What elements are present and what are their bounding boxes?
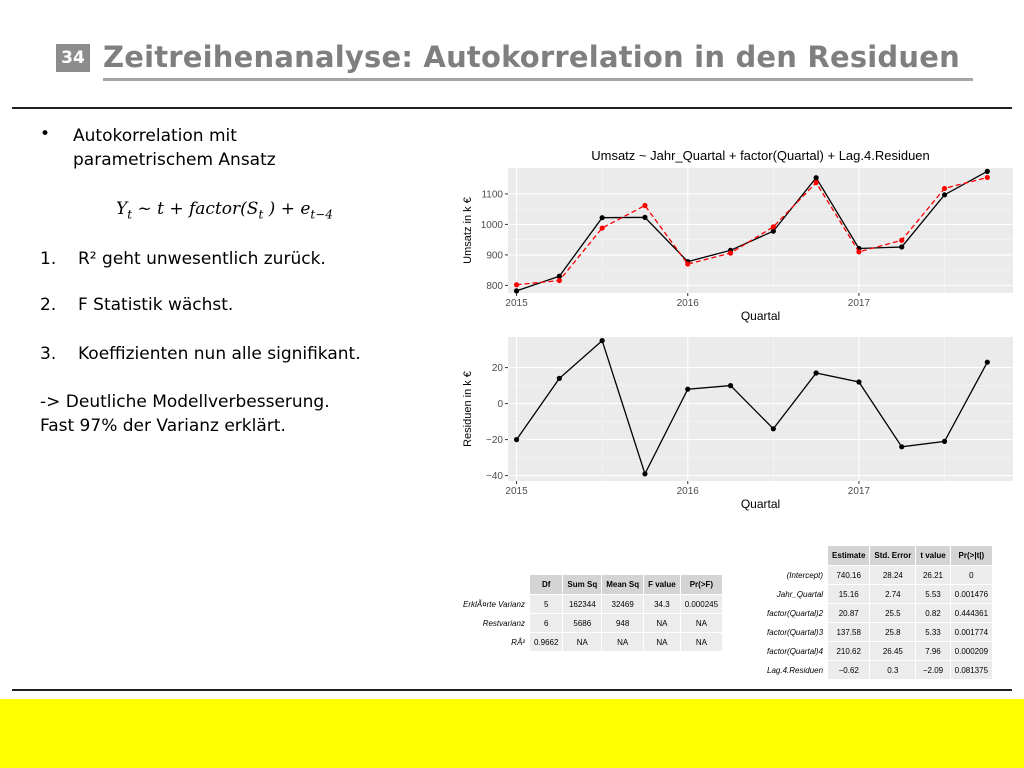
data-point <box>942 192 947 197</box>
tick-label-y: 800 <box>486 280 503 292</box>
table-row <box>763 623 993 642</box>
table-cell: 32469 <box>602 595 644 614</box>
table-cell: 25.5 <box>870 604 916 623</box>
column-header: Sum Sq <box>563 575 602 595</box>
row-label: (Intercept) <box>763 566 828 585</box>
row-label: factor(Quartal)4 <box>763 642 828 661</box>
umsatz-line-chart <box>455 140 1015 330</box>
table-cell: 26.21 <box>916 566 950 585</box>
data-point <box>985 360 990 365</box>
data-point <box>814 180 819 185</box>
table-cell: NA <box>644 633 681 652</box>
table-cell: NA <box>602 633 644 652</box>
footer-band <box>0 699 1024 768</box>
axis-label-y: Umsatz in k € <box>462 197 474 264</box>
column-header: Estimate <box>828 546 870 566</box>
tick-label-x: 2016 <box>676 298 699 309</box>
row-label: Jahr_Quartal <box>763 585 828 604</box>
table-cell: 948 <box>602 614 644 633</box>
table-row <box>763 604 993 623</box>
table-cell: −2.09 <box>916 661 950 680</box>
data-point <box>899 444 904 449</box>
table-cell: 15.16 <box>828 585 870 604</box>
tick-label-x: 2015 <box>505 486 528 497</box>
tick-label-y: 20 <box>491 363 503 375</box>
data-point <box>856 249 861 254</box>
list-item-2-number: 2. <box>40 295 57 315</box>
data-point <box>642 215 647 220</box>
conclusion-line-1: -> Deutliche Modellverbesserung. <box>40 392 330 412</box>
table-row <box>763 585 993 604</box>
table-cell: 0.081375 <box>950 661 992 680</box>
bullet-icon: • <box>40 124 51 144</box>
data-point <box>514 282 519 287</box>
table-cell: 0.9662 <box>529 633 562 652</box>
row-label: factor(Quartal)2 <box>763 604 828 623</box>
data-point <box>985 175 990 180</box>
list-item-1: R² geht unwesentlich zurück. <box>78 249 326 269</box>
table-header-row <box>459 575 723 595</box>
data-point <box>899 244 904 249</box>
axis-label-x: Quartal <box>740 309 781 323</box>
table-cell: 7.96 <box>916 642 950 661</box>
data-point <box>600 215 605 220</box>
data-point <box>728 250 733 255</box>
table-cell: −0.62 <box>828 661 870 680</box>
tick-label-x: 2016 <box>676 486 699 497</box>
table-cell: 2.74 <box>870 585 916 604</box>
column-header: Mean Sq <box>602 575 644 595</box>
table-cell: 0.3 <box>870 661 916 680</box>
table-cell: 5.53 <box>916 585 950 604</box>
list-item-1-number: 1. <box>40 249 57 269</box>
table-cell: 28.24 <box>870 566 916 585</box>
data-point <box>899 238 904 243</box>
slide-number: 34 <box>56 44 90 72</box>
data-point <box>557 278 562 283</box>
data-point <box>771 426 776 431</box>
model-formula: $Y_t$ ~ $t + factor(S_t$ ) + $e_{t-4}$ <box>116 199 333 222</box>
axis-label-x: Quartal <box>740 497 781 511</box>
slide-title: Zeitreihenanalyse: Autokorrelation in den Residuen <box>103 40 960 74</box>
table-header-row <box>763 546 993 566</box>
column-header <box>763 546 828 566</box>
anova-table <box>458 574 723 652</box>
data-point <box>942 439 947 444</box>
tick-label-y: −20 <box>486 435 503 447</box>
tick-label-y: 0 <box>497 399 503 411</box>
table-row <box>459 595 723 614</box>
table-cell: 0 <box>950 566 992 585</box>
table-cell: 740.16 <box>828 566 870 585</box>
data-point <box>685 261 690 266</box>
tick-label-y: 1100 <box>481 189 503 201</box>
plot-panel <box>508 168 1013 293</box>
table-row <box>459 614 723 633</box>
data-point <box>814 370 819 375</box>
tick-label-x: 2017 <box>847 298 871 309</box>
data-point <box>514 437 519 442</box>
tick-label-y: 900 <box>486 250 503 262</box>
table-cell: 25.8 <box>870 623 916 642</box>
residuen-line-chart <box>455 332 1015 514</box>
table-cell: 5 <box>529 595 562 614</box>
row-label: Lag.4.Residuen <box>763 661 828 680</box>
row-label: RÂ² <box>459 633 530 652</box>
list-item-3: Koeffizienten nun alle signifikant. <box>78 344 361 364</box>
column-header: Df <box>529 575 562 595</box>
data-point <box>985 169 990 174</box>
bullet-text-line2: parametrischem Ansatz <box>73 150 276 170</box>
column-header: F value <box>644 575 681 595</box>
column-header: Pr(>F) <box>680 575 722 595</box>
data-point <box>685 387 690 392</box>
conclusion-line-2: Fast 97% der Varianz erklärt. <box>40 416 286 436</box>
table-cell: 137.58 <box>828 623 870 642</box>
axis-label-y: Residuen in k € <box>462 371 474 447</box>
plot-panel <box>508 337 1013 481</box>
table-cell: 0.000209 <box>950 642 992 661</box>
data-point <box>771 224 776 229</box>
table-cell: 0.000245 <box>680 595 722 614</box>
table-cell: 210.62 <box>828 642 870 661</box>
top-divider <box>12 107 1012 109</box>
column-header: t value <box>916 546 950 566</box>
chart-title: Umsatz ~ Jahr_Quartal + factor(Quartal) + Lag.4.Residuen <box>591 148 930 163</box>
tick-label-x: 2017 <box>847 486 871 497</box>
row-label: factor(Quartal)3 <box>763 623 828 642</box>
table-cell: 162344 <box>563 595 602 614</box>
table-cell: NA <box>644 614 681 633</box>
table-cell: 6 <box>529 614 562 633</box>
table-cell: 0.82 <box>916 604 950 623</box>
bullet-text: Autokorrelation mit <box>73 126 237 146</box>
data-point <box>728 383 733 388</box>
data-point <box>600 338 605 343</box>
table-cell: 0.444361 <box>950 604 992 623</box>
data-point <box>942 186 947 191</box>
column-header: Pr(>|t|) <box>950 546 992 566</box>
column-header <box>459 575 530 595</box>
data-point <box>814 175 819 180</box>
data-point <box>642 203 647 208</box>
table-row <box>763 661 993 680</box>
data-point <box>557 376 562 381</box>
title-underline <box>103 78 973 81</box>
data-point <box>514 288 519 293</box>
table-cell: 5686 <box>563 614 602 633</box>
bottom-divider <box>12 689 1012 691</box>
table-cell: 20.87 <box>828 604 870 623</box>
column-header: Std. Error <box>870 546 916 566</box>
tick-label-y: −40 <box>486 471 503 483</box>
table-cell: NA <box>680 633 722 652</box>
table-cell: NA <box>680 614 722 633</box>
tick-label-x: 2015 <box>505 298 528 309</box>
row-label: Restvarianz <box>459 614 530 633</box>
data-point <box>856 379 861 384</box>
table-cell: 34.3 <box>644 595 681 614</box>
table-cell: 0.001774 <box>950 623 992 642</box>
list-item-3-number: 3. <box>40 344 57 364</box>
row-label: ErklÃ¤rte Varianz <box>459 595 530 614</box>
coefficients-table <box>762 545 993 680</box>
data-point <box>642 471 647 476</box>
table-row <box>763 642 993 661</box>
tick-label-y: 1000 <box>480 219 503 231</box>
table-row <box>459 633 723 652</box>
data-point <box>600 225 605 230</box>
table-cell: 5.33 <box>916 623 950 642</box>
table-row <box>763 566 993 585</box>
table-cell: 26.45 <box>870 642 916 661</box>
list-item-2: F Statistik wächst. <box>78 295 234 315</box>
table-cell: 0.001476 <box>950 585 992 604</box>
table-cell: NA <box>563 633 602 652</box>
